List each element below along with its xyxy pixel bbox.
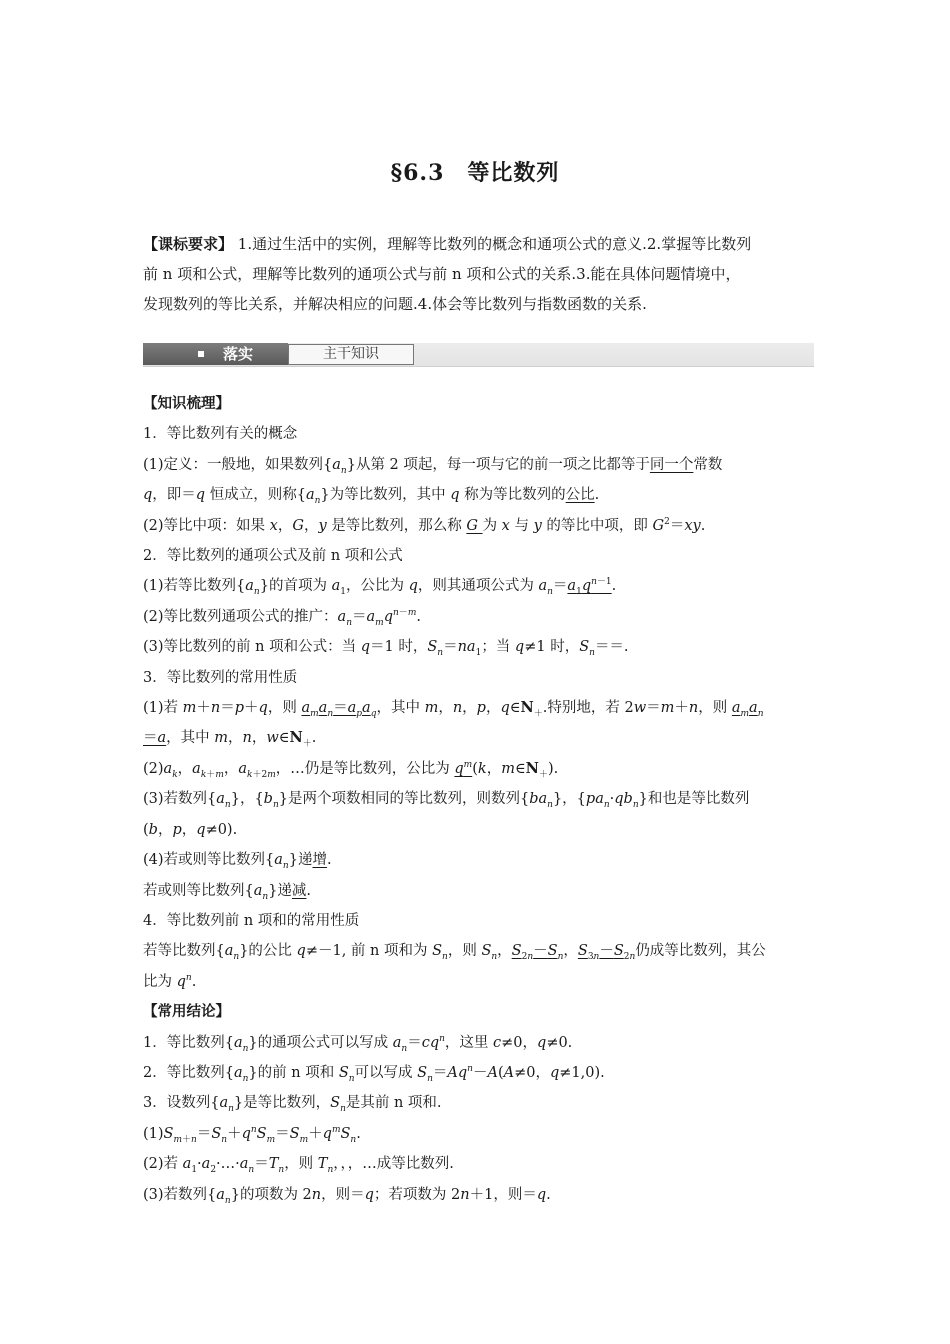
line-c1: 1．等比数列$\{a_n\}$的通项公式可以写成 $a_n=cq^n$，这里 c≠0，q≠0. <box>143 1033 573 1054</box>
line-k1: 1．等比数列有关的概念 <box>143 426 298 443</box>
main-content <box>143 389 813 1210</box>
line-k3: 3．等比数列的常用性质 <box>143 669 298 686</box>
page-title: §6.3 等比数列 <box>390 160 560 186</box>
line-k4-1: 若等比数列$\{a_n\}$的公比 q≠－1, 前 n 项和为 $S_n$，则 $S_n$，$S_{2n}-S_n$，$S_{3n}-S_{2n}$仍成等比数列，其公 <box>143 943 766 963</box>
line-c3: 3．设数列$\{a_n\}$是等比数列，$S_n$是其前 n 项和. <box>143 1095 442 1115</box>
banner-dark-label: 落实 <box>223 345 254 363</box>
line-k2-2: (2)等比数列通项公式的推广：$a_n=a_mq^{n-m}$. <box>143 608 421 628</box>
line-k3-3-cont: (b，p，q≠0). <box>143 821 238 838</box>
requirements-line-2: 前 n 项和公式，理解等比数列的通项公式与前 n 项和公式的关系.3.能在具体问题情境中， <box>143 265 741 283</box>
line-k4: 4．等比数列前 n 项和的常用性质 <box>143 912 360 929</box>
section-banner <box>143 343 814 367</box>
line-c3-3: (3)若数列$\{a_n\}$的项数为 2n，则＝q；若项数为 2n＋1，则＝q. <box>143 1186 551 1206</box>
line-k2: 2．等比数列的通项公式及前 n 项和公式 <box>143 548 403 565</box>
line-c3-1: $(1)S_{m+n}=S_n+q^nS_m=S_m+q^mS_n$. <box>143 1124 361 1145</box>
line-k3-4: (4)若或则等比数列$\{a_n\}$递增. <box>143 852 332 871</box>
line-k3-2: $(2)a_k$，$a_{k+m}$，$a_{k+2m}$，…仍是等比数列，公比为 $q^m(k$，$m\in N_+$). <box>143 759 559 780</box>
requirements-line-3: 发现数列的等比关系，并解决相应的问题.4.体会等比数列与指数函数的关系. <box>143 295 647 313</box>
line-c3-2: (2)若 $a_1\cdot a_2\cdot\dots\cdot a_n=T_n$，则 $T_n$，，，…成等比数列. <box>143 1156 454 1176</box>
line-k3-1-cont: ＝a，其中 m，n，$w\in N_+$. <box>143 729 317 750</box>
line-k1-1-cont: q，即＝q 恒成立，则称$\{a_n\}$为等比数列，其中 q 称为等比数列的公比. <box>143 487 600 507</box>
line-k2-3: (3)等比数列的前 n 项和公式：当 q＝1 时，$S_n=na_1$；当 q≠1 时，$S_n==$. <box>143 639 629 659</box>
square-bullet-icon <box>198 351 204 357</box>
requirements-line-1: 1.通过生活中的实例，理解等比数列的概念和通项公式的意义.2.掌握等比数列 <box>237 235 752 253</box>
line-k1-2: (2)等比中项：如果 x，G，y 是等比数列，那么称 G 为 x 与 y 的等比中项，即 $G^2=xy$. <box>143 516 706 534</box>
line-k3-3: (3)若数列$\{a_n\}$，$\{b_n\}$是两个项数相同的等比数列，则数列$\{ba_n\}$，$\{pa_n\cdot qb_n\}$和也是等比数列 <box>143 791 750 811</box>
line-k1-1: (1)定义：一般地，如果数列$\{a_n\}$从第 2 项起，每一项与它的前一项之比都等于同一个常数 <box>143 456 723 476</box>
line-k4-1-cont: 比为 $q^n$. <box>143 972 197 990</box>
knowledge-heading: 【知识梳理】 <box>143 395 230 412</box>
requirements-tag: 【课标要求】 <box>143 235 234 253</box>
line-k2-1: (1)若等比数列$\{a_n\}$的首项为 $a_1$，公比为 q，则其通项公式为 $a_n=a_1q^{n-1}$. <box>143 577 617 598</box>
line-k3-5: 若或则等比数列$\{a_n\}$递减. <box>143 882 312 902</box>
curriculum-requirements <box>143 229 808 319</box>
line-k3-1: (1)若 m＋n＝p＋q，则 $a_ma_n=a_pa_q$，其中 m，n，p，$q\in N_+$.特别地，若 2w＝m＋n，则 $a_ma_n$ <box>143 699 764 719</box>
conclusion-heading: 【常用结论】 <box>143 1003 230 1021</box>
banner-light-tab: 主干知识 <box>288 344 414 365</box>
line-c2: 2．等比数列$\{a_n\}$的前 n 项和 $S_n$可以写成 $S_n=Aq^n-A(A\ne 0$，q≠1,0). <box>143 1064 605 1084</box>
banner-dark-tab <box>143 343 288 365</box>
